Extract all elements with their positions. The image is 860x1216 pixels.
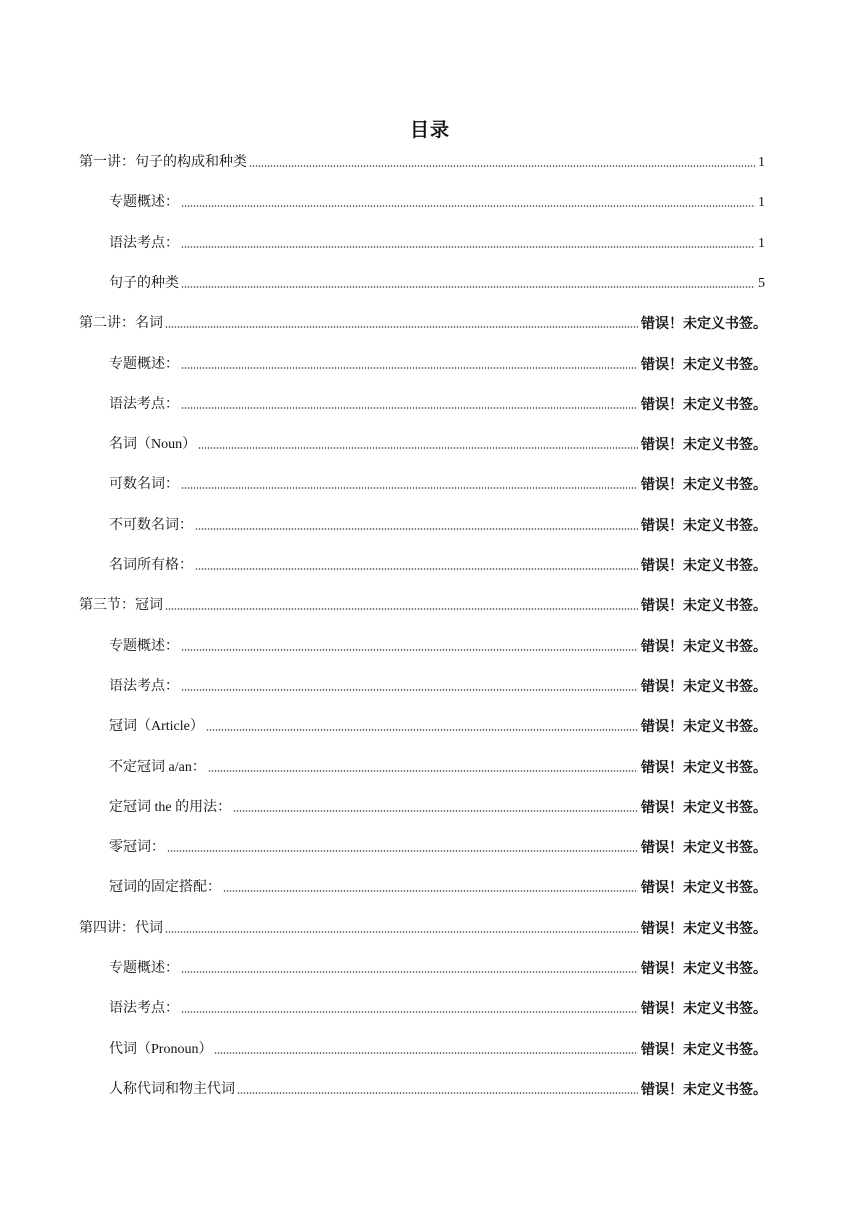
toc-entry-label: 冠词（Article） [109,719,204,735]
toc-section-entry[interactable] [109,1075,767,1099]
toc-entry-label: 第四讲：代词 [79,920,163,936]
toc-section-entry[interactable] [109,672,767,696]
toc-section-entry[interactable] [109,390,767,414]
toc-section-entry[interactable] [109,188,765,212]
toc-entry-label: 第一讲：句子的构成和种类 [79,155,247,170]
toc-section-entry[interactable] [109,511,767,535]
bookmark-error-text: 错误！未定义书签。 [641,517,767,534]
toc-entry-label: 代词（Pronoun） [109,1041,213,1057]
bookmark-error-text: 错误！未定义书签。 [641,316,767,333]
bookmark-error-text: 错误！未定义书签。 [641,356,767,373]
toc-section-entry[interactable] [109,632,767,656]
bookmark-error-text: 错误！未定义书签。 [641,961,767,977]
page-title: 目录 [409,119,450,141]
toc-section-entry[interactable] [109,954,767,978]
dot-leader [181,648,638,652]
toc-entry-label: 语法考点： [109,1001,179,1017]
toc-chapter-entry[interactable] [79,914,767,938]
toc-entry-label: 人称代词和物主代词 [109,1081,235,1097]
dot-leader [181,970,638,974]
toc-section-entry[interactable] [109,994,767,1018]
dot-leader [249,164,755,168]
toc-entry-label: 专题概述： [109,638,179,654]
toc-chapter-entry[interactable] [79,309,767,333]
dot-leader [214,1051,638,1055]
toc-entry-label: 专题概述： [109,195,179,211]
toc-entry-label: 零冠词： [109,840,165,856]
dot-leader [198,446,638,450]
dot-leader [195,567,638,571]
dot-leader [181,204,755,208]
bookmark-error-text: 错误！未定义书签。 [641,558,767,574]
toc-chapter-entry[interactable] [79,591,767,615]
toc-entry-label: 专题概述： [109,356,179,372]
bookmark-error-text: 错误！未定义书签。 [641,437,767,454]
bookmark-error-text: 错误！未定义书签。 [641,598,767,615]
toc-entry-label: 不可数名词： [109,517,193,533]
toc-section-entry[interactable] [109,1035,767,1059]
toc-entry-label: 语法考点： [109,396,179,412]
toc-chapter-entry[interactable] [79,148,765,172]
dot-leader [181,366,638,370]
toc-entry-label: 语法考点： [109,678,179,694]
toc-entry-label: 语法考点： [109,235,179,251]
bookmark-error-text: 错误！未定义书签。 [641,759,767,776]
bookmark-error-text: 错误！未定义书签。 [641,678,767,695]
toc-entry-label: 句子的种类 [109,275,179,291]
toc-page-number: 1 [758,155,765,170]
dot-leader [181,1010,638,1014]
dot-leader [165,607,638,611]
bookmark-error-text: 错误！未定义书签。 [641,799,767,816]
dot-leader [181,245,755,249]
toc-section-entry[interactable] [109,470,767,494]
toc-section-entry[interactable] [109,833,767,857]
toc-page-number: 5 [758,275,765,291]
dot-leader [181,486,638,490]
bookmark-error-text: 错误！未定义书签。 [641,920,767,937]
dot-leader [181,688,638,692]
bookmark-error-text: 错误！未定义书签。 [641,1081,767,1098]
dot-leader [237,1091,638,1095]
toc-entry-label: 名词（Noun） [109,437,197,453]
dot-leader [223,889,638,893]
toc-entry-label: 定冠词 the 的用法： [109,799,232,815]
toc-section-entry[interactable] [109,753,767,777]
dot-leader [165,930,638,934]
toc-entry-label: 可数名词： [109,477,179,493]
toc-entry-label: 名词所有格： [109,558,193,573]
bookmark-error-text: 错误！未定义书签。 [641,638,767,655]
toc-entry-label: 专题概述： [109,961,179,976]
bookmark-error-text: 错误！未定义书签。 [641,396,767,413]
toc-section-entry[interactable] [109,873,767,897]
bookmark-error-text: 错误！未定义书签。 [641,1001,767,1018]
bookmark-error-text: 错误！未定义书签。 [641,1041,767,1058]
toc-page-number: 1 [758,195,765,211]
toc-entry-label: 不定冠词 a/an： [109,759,206,775]
toc-entry-label: 冠词的固定搭配： [109,880,221,896]
toc-entry-label: 第三节：冠词 [79,598,163,614]
toc-section-entry[interactable] [109,430,767,454]
dot-leader [208,769,638,773]
dot-leader [206,728,638,732]
bookmark-error-text: 错误！未定义书签。 [641,840,767,857]
dot-leader [167,849,638,853]
dot-leader [165,325,638,329]
bookmark-error-text: 错误！未定义书签。 [641,880,767,897]
toc-section-entry[interactable] [109,229,765,253]
dot-leader [195,527,638,531]
dot-leader [233,809,638,813]
bookmark-error-text: 错误！未定义书签。 [641,719,767,736]
toc-section-entry[interactable] [109,551,767,575]
toc-entry-label: 第二讲：名词 [79,316,163,332]
toc-section-entry[interactable] [109,350,767,374]
dot-leader [181,406,638,410]
bookmark-error-text: 错误！未定义书签。 [641,477,767,494]
toc-section-entry[interactable] [109,712,767,736]
toc-page-number: 1 [758,235,765,251]
dot-leader [181,285,755,289]
toc-section-entry[interactable] [109,793,767,817]
toc-section-entry[interactable] [109,269,765,293]
